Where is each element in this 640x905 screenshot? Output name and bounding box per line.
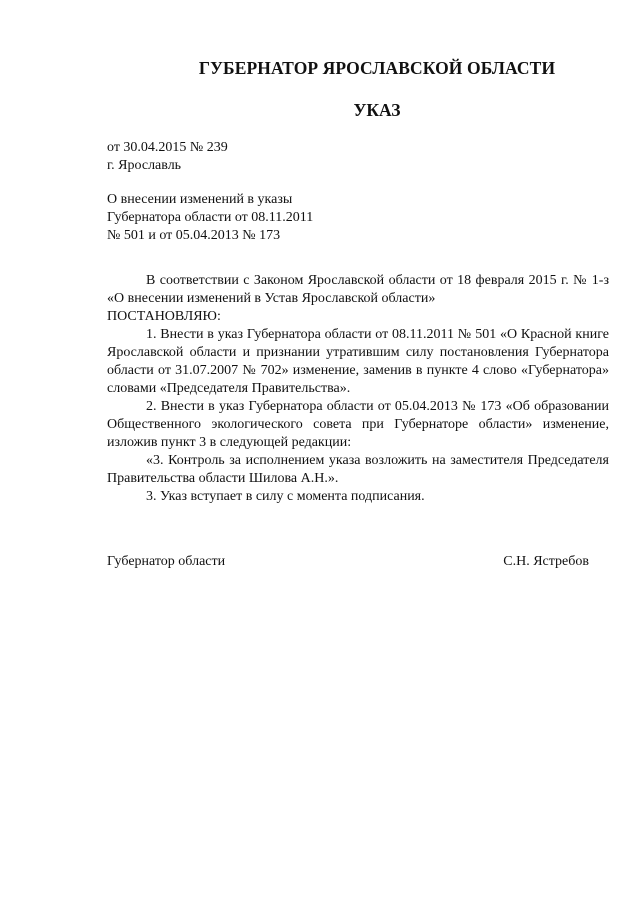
item-2-quote: «3. Контроль за исполнением указа возложить на заместителя Председателя Правительства области Шилова А.Н.». bbox=[107, 453, 609, 486]
signature-block bbox=[107, 553, 589, 571]
date-number: от 30.04.2015 № 239 bbox=[107, 140, 228, 155]
subject-line: О внесении изменений в указы bbox=[107, 192, 293, 207]
signatory-position: Губернатор области bbox=[107, 554, 226, 569]
document-type: УКАЗ bbox=[353, 100, 401, 120]
signatory-name: С.Н. Ястребов bbox=[503, 554, 589, 569]
document-subject bbox=[107, 191, 313, 245]
document-meta bbox=[107, 139, 228, 175]
subject-line: Губернатора области от 08.11.2011 bbox=[107, 210, 314, 225]
document-body bbox=[107, 272, 609, 506]
city: г. Ярославль bbox=[107, 158, 182, 173]
decree-word: ПОСТАНОВЛЯЮ: bbox=[107, 309, 221, 324]
subject-line: № 501 и от 05.04.2013 № 173 bbox=[107, 228, 281, 243]
preamble: В соответствии с Законом Ярославской области от 18 февраля 2015 г. № 1-з «О внесении изменений в Устав Ярославской области» bbox=[107, 273, 609, 306]
item-1: 1. Внести в указ Губернатора области от 08.11.2011 № 501 «О Красной книге Ярославской области и признании утратившим силу постановления Губернатора области от 31.07.2007 № 702» изменение, заменив в пункте 4 слово «Губернатора» словами «Председателя Правительства». bbox=[107, 327, 609, 396]
item-3: 3. Указ вступает в силу с момента подписания. bbox=[146, 489, 425, 504]
issuing-authority: ГУБЕРНАТОР ЯРОСЛАВСКОЙ ОБЛАСТИ bbox=[198, 58, 556, 78]
item-2: 2. Внести в указ Губернатора области от 05.04.2013 № 173 «Об образовании Общественного экологического совета при Губернаторе области» изменение, изложив пункт 3 в следующей редакции: bbox=[107, 399, 609, 450]
